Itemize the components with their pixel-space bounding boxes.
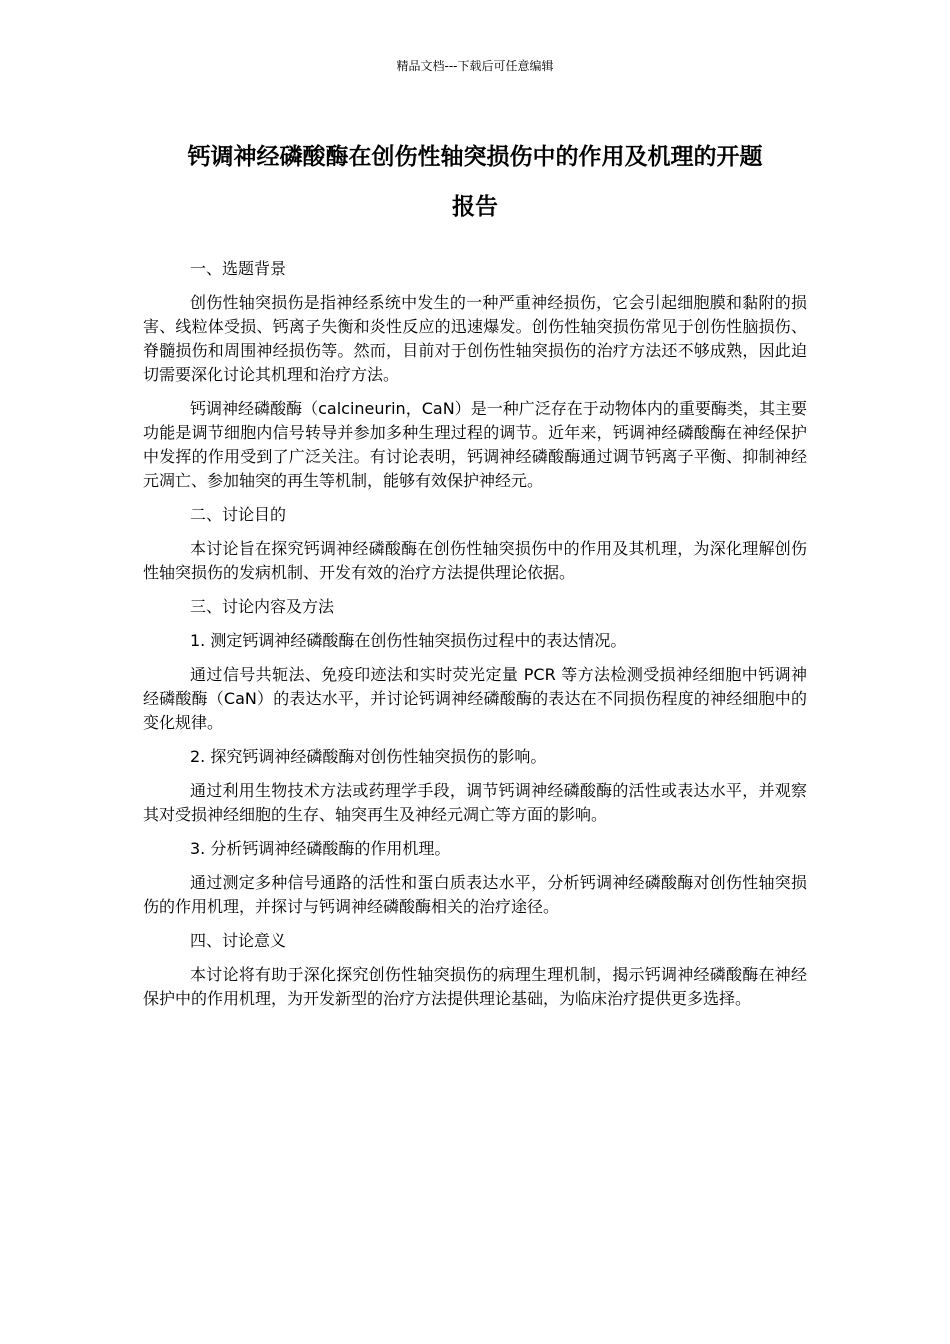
method-detail-2: 通过利用生物技术方法或药理学手段，调节钙调神经磷酸酶的活性或表达水平，并观察其对受损神经细胞的生存、轴突再生及神经元凋亡等方面的影响。 xyxy=(143,781,807,824)
method-item-2: 2. 探究钙调神经磷酸酶对创伤性轴突损伤的影响。 xyxy=(190,747,547,766)
document-title xyxy=(143,132,807,232)
paragraph-background-1: 创伤性轴突损伤是指神经系统中发生的一种严重神经损伤，它会引起细胞膜和黏附的损害、线粒体受损、钙离子失衡和炎性反应的迅速爆发。创伤性轴突损伤常见于创伤性脑损伤、脊髓损伤和周围神经损伤等。然而，目前对于创伤性轴突损伤的治疗方法还不够成熟，因此迫切需要深化讨论其机理和治疗方法。 xyxy=(143,293,807,384)
title-line-2: 报告 xyxy=(452,194,498,220)
section-heading-background: 一、选题背景 xyxy=(190,259,287,278)
method-item-3: 3. 分析钙调神经磷酸酶的作用机理。 xyxy=(190,839,451,858)
section-heading-purpose: 二、讨论目的 xyxy=(190,505,287,524)
paragraph-purpose: 本讨论旨在探究钙调神经磷酸酶在创伤性轴突损伤中的作用及其机理，为深化理解创伤性轴突损伤的发病机制、开发有效的治疗方法提供理论依据。 xyxy=(143,539,807,582)
paragraph-significance: 本讨论将有助于深化探究创伤性轴突损伤的病理生理机制，揭示钙调神经磷酸酶在神经保护中的作用机理，为开发新型的治疗方法提供理论基础，为临床治疗提供更多选择。 xyxy=(143,965,807,1008)
method-detail-3: 通过测定多种信号通路的活性和蛋白质表达水平，分析钙调神经磷酸酶对创伤性轴突损伤的作用机理，并探讨与钙调神经磷酸酶相关的治疗途径。 xyxy=(143,873,807,916)
section-heading-significance: 四、讨论意义 xyxy=(190,931,287,950)
title-line-1: 钙调神经磷酸酶在创伤性轴突损伤中的作用及机理的开题 xyxy=(187,144,763,170)
header-note: 精品文档---下载后可任意编辑 xyxy=(396,59,554,73)
paragraph-background-2: 钙调神经磷酸酶（calcineurin，CaN）是一种广泛存在于动物体内的重要酶类，其主要功能是调节细胞内信号转导并参加多种生理过程的调节。近年来，钙调神经磷酸酶在神经保护中发挥的作用受到了广泛关注。有讨论表明，钙调神经磷酸酶通过调节钙离子平衡、抑制神经元凋亡、参加轴突的再生等机制，能够有效保护神经元。 xyxy=(143,399,807,490)
section-heading-methods: 三、讨论内容及方法 xyxy=(190,597,335,616)
method-detail-1: 通过信号共轭法、免疫印迹法和实时荧光定量 PCR 等方法检测受损神经细胞中钙调神经磷酸酶（CaN）的表达水平，并讨论钙调神经磷酸酶的表达在不同损伤程度的神经细胞中的变化规律。 xyxy=(143,665,807,732)
document-body xyxy=(143,257,807,1021)
method-item-1: 1. 测定钙调神经磷酸酶在创伤性轴突损伤过程中的表达情况。 xyxy=(190,631,627,650)
